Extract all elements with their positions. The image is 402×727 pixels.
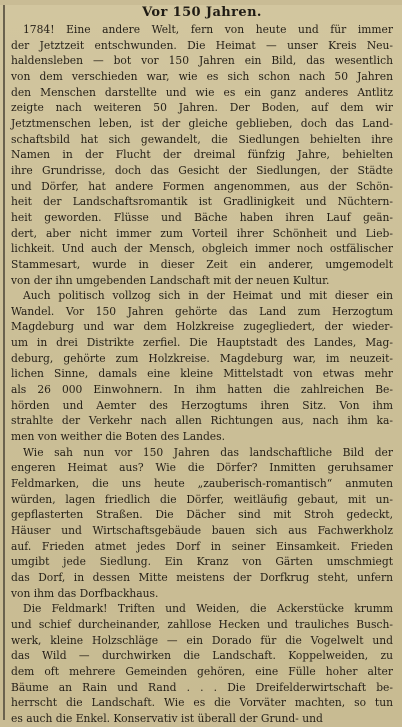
text-line: es auch die Enkel. Konservativ ist überall der Grund- und — [11, 711, 323, 725]
text-line: das Wild — durchwirken die Landschaft. Koppelweiden, zu — [11, 649, 393, 663]
text-line: Wandel. Vor 150 Jahren gehörte das Land zum Herzogtum — [11, 304, 393, 318]
text-line: und schief durcheinander, zahllose Hecken und trauliches Busch- — [11, 617, 393, 631]
text-line: als 26 000 Einwohnern. In ihm hatten die zahlreichen Be- — [11, 383, 393, 397]
text-line: von dem verschieden war, wie es sich schon nach 50 Jahren — [11, 69, 393, 83]
text-line: Wie sah nun vor 150 Jahren das landschaftliche Bild der — [23, 445, 393, 459]
column-rule — [3, 5, 5, 720]
article-body — [11, 22, 393, 727]
text-line: haldensleben — bot vor 150 Jahren ein Bild, das wesentlich — [11, 54, 393, 68]
text-line: auf. Frieden atmet jedes Dorf in seiner Einsamkeit. Frieden — [11, 539, 393, 553]
text-line: lichen Sinne, damals eine kleine Mittelstadt von etwas mehr — [11, 367, 393, 381]
text-line: deburg, gehörte zum Holzkreise. Magdeburg war, im neuzeit- — [11, 351, 393, 365]
text-line: hörden und Aemter des Herzogtums ihren Sitz. Von ihm — [11, 398, 393, 412]
paragraph — [11, 22, 393, 288]
paragraph — [11, 445, 393, 602]
text-line: ihre Grundrisse, doch das Gesicht der Siedlungen, der Städte — [11, 163, 393, 177]
text-line: um in drei Distrikte zerfiel. Die Hauptstadt des Landes, Mag- — [11, 336, 393, 350]
text-line: Bäume an Rain und Rand . . . Die Dreifelderwirtschaft be- — [11, 680, 393, 694]
text-line: den Menschen darstellte und wie es ein ganz anderes Antlitz — [11, 85, 393, 99]
text-line: lichkeit. Und auch der Mensch, obgleich immer noch ostfälischer — [11, 242, 393, 256]
text-line: umgibt jede Siedlung. Ein Kranz von Gärten umschmiegt — [11, 555, 393, 569]
newspaper-column — [0, 5, 402, 725]
text-line: Namen in der Flucht der dreimal fünfzig Jahre, behielten — [11, 148, 393, 162]
text-line: strahlte der Verkehr nach allen Richtungen aus, nach ihm ka- — [11, 414, 393, 428]
text-line: und Dörfer, hat andere Formen angenommen, aus der Schön- — [11, 179, 393, 193]
text-line: Auch politisch vollzog sich in der Heimat und mit dieser ein — [23, 289, 393, 303]
text-line: von der ihn umgebenden Landschaft mit der neuen Kultur. — [11, 273, 330, 287]
text-line: schaftsbild hat sich gewandelt, die Siedlungen behielten ihre — [11, 132, 393, 146]
text-line: das Dorf, in dessen Mitte meistens der Dorfkrug steht, unfern — [11, 570, 393, 584]
text-line: werk, kleine Holzschläge — ein Dorado für die Vogelwelt und — [11, 633, 393, 647]
text-line: 1784! Eine andere Welt, fern von heute und für immer — [23, 23, 393, 36]
text-line: Häuser und Wirtschaftsgebäude bauen sich aus Fachwerkholz — [11, 524, 393, 537]
text-line: Jetztmenschen leben, ist der gleiche geblieben, doch das Land- — [11, 116, 393, 130]
text-line: von ihm das Dorfbackhaus. — [11, 586, 159, 600]
text-line: herrscht die Landschaft. Wie es die Vorväter machten, so tun — [11, 696, 393, 710]
text-line: Die Feldmark! Triften und Weiden, die Ackerstücke krumm — [23, 602, 393, 616]
text-line: men von weither die Boten des Landes. — [11, 430, 226, 444]
paragraph — [11, 601, 393, 726]
article-title: Vor 150 Jahren. — [142, 5, 262, 20]
text-line: heit der Landschaftsromantik ist Gradlinigkeit und Nüchtern- — [11, 195, 393, 209]
text-line: Stammesart, wurde in dieser Zeit ein anderer, umgemodelt — [11, 257, 393, 271]
text-line: der Jetztzeit entschwunden. Die Heimat — unser Kreis Neu- — [11, 38, 393, 52]
text-line: dem oft mehrere Gemeinden gehören, eine Fülle hoher alter — [11, 664, 393, 678]
text-line: dert, aber nicht immer zum Vorteil ihrer Schönheit und Lieb- — [11, 226, 393, 240]
text-line: gepflasterten Straßen. Die Dächer sind mit Stroh gedeckt, — [11, 508, 393, 522]
text-line: heit geworden. Flüsse und Bäche haben ihren Lauf geän- — [11, 210, 393, 224]
text-line: würden, lagen friedlich die Dörfer, weitläufig gebaut, mit un- — [11, 492, 393, 506]
text-line: zeigte nach weiteren 50 Jahren. Der Boden, auf dem wir — [11, 101, 393, 115]
paragraph — [11, 288, 393, 445]
text-line: engeren Heimat aus? Wie die Dörfer? Inmitten geruhsamer — [11, 461, 393, 475]
text-line: Magdeburg und war dem Holzkreise zugegliedert, der wieder- — [11, 320, 393, 334]
text-line: Feldmarken, die uns heute „zauberisch-romantisch“ anmuten — [11, 477, 393, 491]
